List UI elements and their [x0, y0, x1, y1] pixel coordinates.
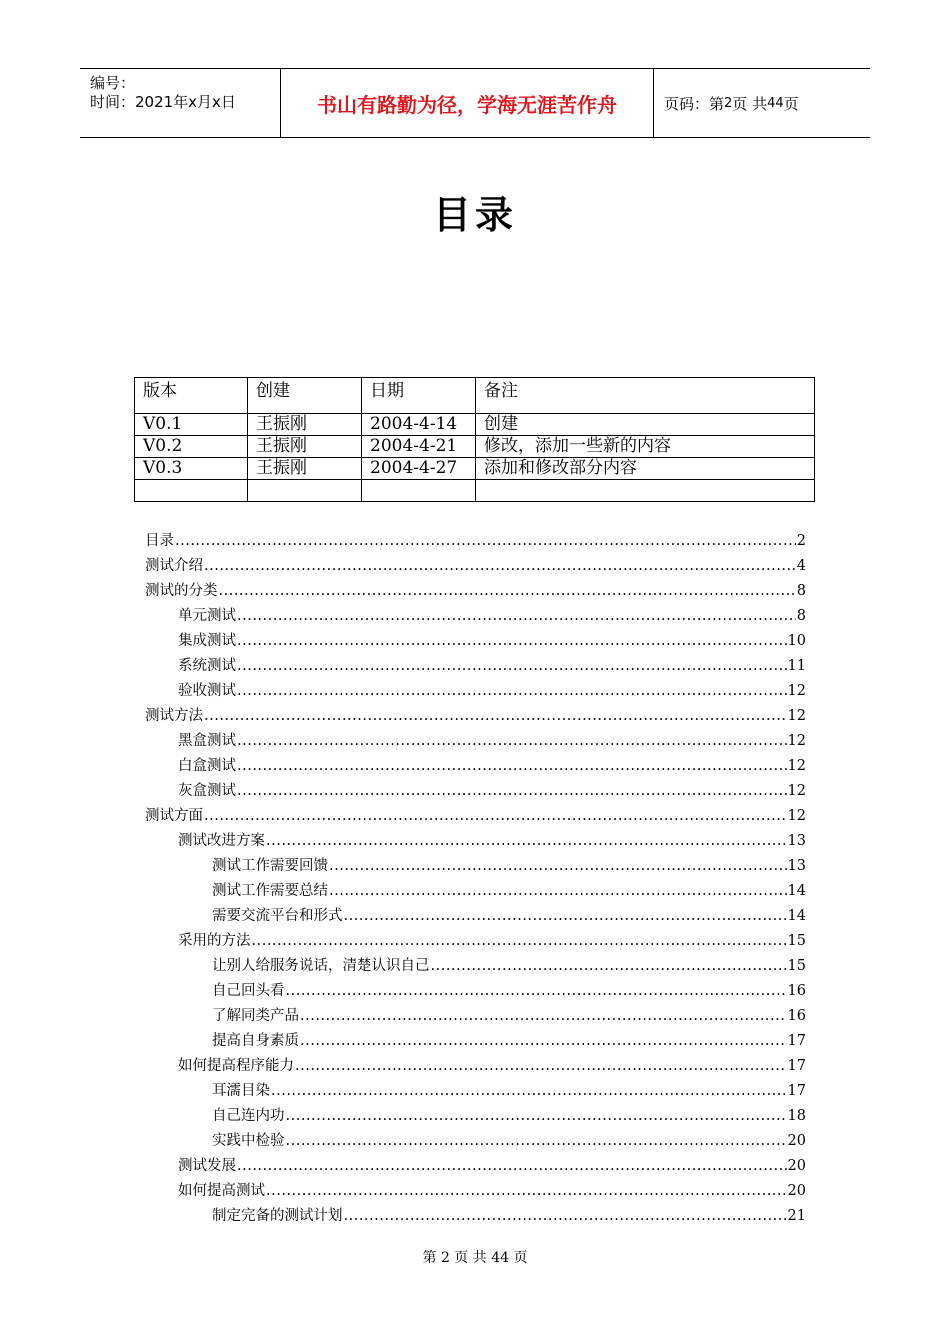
cell-creator: 王振刚 [248, 458, 362, 480]
toc-entry-page: 13 [787, 858, 806, 874]
toc-entry-title: 如何提高程序能力 [178, 1058, 294, 1074]
toc-entry-page: 20 [787, 1158, 806, 1174]
header-cell-creator: 创建 [248, 378, 362, 414]
page-mid: 页 共 [732, 94, 768, 113]
toc-dot-leader [204, 704, 787, 729]
toc-entry-page: 17 [787, 1058, 806, 1074]
toc-entry-title: 目录 [145, 533, 174, 549]
toc-dot-leader [252, 929, 787, 954]
table-row [135, 458, 815, 480]
toc-entry-title: 系统测试 [178, 658, 236, 674]
toc-entry-page: 17 [787, 1033, 806, 1049]
toc-entry-title: 实践中检验 [212, 1133, 285, 1149]
toc-entry-title: 让别人给服务说话，清楚认识自己 [212, 958, 430, 974]
toc-entry[interactable] [145, 779, 806, 804]
toc-entry[interactable] [145, 1154, 806, 1179]
toc-entry-page: 12 [787, 683, 806, 699]
toc-entry-page: 12 [787, 758, 806, 774]
toc-entry-title: 验收测试 [178, 683, 236, 699]
page-title: 目录 [432, 193, 517, 237]
toc-entry-title: 灰盒测试 [178, 783, 236, 799]
toc-entry-title: 测试方法 [145, 708, 203, 724]
toc-entry-page: 16 [787, 983, 806, 999]
toc-entry-title: 测试发展 [178, 1158, 236, 1174]
toc-entry-page: 15 [787, 958, 806, 974]
toc-dot-leader [237, 654, 787, 679]
toc-entry-page: 20 [787, 1183, 806, 1199]
toc-entry[interactable] [145, 554, 806, 579]
toc-entry-title: 测试方面 [145, 808, 203, 824]
toc-entry-title: 需要交流平台和形式 [212, 908, 343, 924]
toc-dot-leader [204, 554, 796, 579]
header-page-info [654, 69, 870, 137]
cell-creator [248, 480, 362, 502]
page-number: 2 [724, 95, 733, 111]
toc-entry[interactable] [145, 954, 806, 979]
cell-notes [476, 480, 815, 502]
toc-dot-leader [219, 579, 796, 604]
toc-entry[interactable] [145, 1204, 806, 1229]
toc-entry-title: 单元测试 [178, 608, 236, 624]
toc-entry-title: 测试介绍 [145, 558, 203, 574]
toc-entry-title: 提高自身素质 [212, 1033, 299, 1049]
cell-date: 2004-4-21 [362, 436, 476, 458]
toc-entry[interactable] [145, 1129, 806, 1154]
toc-dot-leader [431, 954, 787, 979]
toc-dot-leader [237, 1154, 787, 1179]
revision-table [134, 377, 815, 502]
toc-entry[interactable] [145, 1079, 806, 1104]
cell-date: 2004-4-27 [362, 458, 476, 480]
toc-entry[interactable] [145, 729, 806, 754]
toc-entry[interactable] [145, 929, 806, 954]
toc-dot-leader [237, 779, 787, 804]
toc-entry-title: 自己回头看 [212, 983, 285, 999]
toc-entry-page: 14 [787, 908, 806, 924]
toc-entry-title: 测试的分类 [145, 583, 218, 599]
page-footer: 第 2 页 共 44 页 [422, 1250, 528, 1266]
cell-creator: 王振刚 [248, 436, 362, 458]
toc-entry-page: 12 [787, 783, 806, 799]
toc-entry-page: 12 [787, 733, 806, 749]
page-header [80, 68, 870, 138]
cell-version [135, 480, 248, 502]
toc-entry[interactable] [145, 704, 806, 729]
toc-entry[interactable] [145, 529, 806, 554]
toc-dot-leader [300, 1004, 787, 1029]
toc-dot-leader [266, 829, 787, 854]
toc-entry-page: 4 [796, 558, 806, 574]
toc-dot-leader [237, 754, 787, 779]
cell-notes: 创建 [476, 414, 815, 436]
toc-entry[interactable] [145, 604, 806, 629]
toc-entry-title: 测试工作需要回馈 [212, 858, 328, 874]
table-row [135, 414, 815, 436]
toc-dot-leader [286, 979, 787, 1004]
cell-date: 2004-4-14 [362, 414, 476, 436]
toc-entry[interactable] [145, 879, 806, 904]
toc-entry-title: 如何提高测试 [178, 1183, 265, 1199]
toc-entry-page: 8 [796, 608, 806, 624]
page-prefix: 页码：第 [664, 94, 725, 113]
cell-version: V0.1 [135, 414, 248, 436]
header-motto: 书山有路勤为径，学海无涯苦作舟 [281, 69, 654, 137]
toc-dot-leader [175, 529, 796, 554]
toc-entry-title: 集成测试 [178, 633, 236, 649]
toc-dot-leader [344, 904, 787, 929]
toc-entry-page: 18 [787, 1108, 806, 1124]
toc-entry-title: 黑盒测试 [178, 733, 236, 749]
toc-dot-leader [329, 879, 787, 904]
toc-dot-leader [237, 679, 787, 704]
toc-dot-leader [237, 629, 787, 654]
toc-entry-page: 14 [787, 883, 806, 899]
toc-entry[interactable] [145, 1029, 806, 1054]
toc-entry-page: 2 [796, 533, 806, 549]
cell-notes: 修改，添加一些新的内容 [476, 436, 815, 458]
toc-entry-page: 16 [787, 1008, 806, 1024]
toc-entry-page: 17 [787, 1083, 806, 1099]
cell-version: V0.2 [135, 436, 248, 458]
toc-entry[interactable] [145, 579, 806, 604]
toc-entry[interactable] [145, 804, 806, 829]
toc-entry-title: 采用的方法 [178, 933, 251, 949]
toc-dot-leader [237, 604, 796, 629]
toc-dot-leader [286, 1104, 787, 1129]
page-suffix: 页 [783, 94, 799, 113]
cell-creator: 王振刚 [248, 414, 362, 436]
cell-version: V0.3 [135, 458, 248, 480]
toc-entry[interactable] [145, 904, 806, 929]
toc-entry-title: 自己连内功 [212, 1108, 285, 1124]
toc-entry-title: 制定完备的测试计划 [212, 1208, 343, 1224]
toc-entry[interactable] [145, 829, 806, 854]
toc-dot-leader [204, 804, 787, 829]
toc-entry[interactable] [145, 1054, 806, 1079]
toc-entry-page: 12 [787, 808, 806, 824]
toc-entry-page: 12 [787, 708, 806, 724]
toc-entry[interactable] [145, 979, 806, 1004]
toc-dot-leader [286, 1129, 787, 1154]
header-cell-version: 版本 [135, 378, 248, 414]
table-row [135, 436, 815, 458]
toc-dot-leader [237, 729, 787, 754]
toc-entry-page: 21 [787, 1208, 806, 1224]
toc-dot-leader [266, 1179, 787, 1204]
toc-entry[interactable] [145, 629, 806, 654]
toc-entry[interactable] [145, 654, 806, 679]
toc-entry-page: 20 [787, 1133, 806, 1149]
toc-entry-title: 测试改进方案 [178, 833, 265, 849]
table-row [135, 480, 815, 502]
toc-entry-page: 10 [787, 633, 806, 649]
toc-entry-page: 8 [796, 583, 806, 599]
doc-date-label: 时间：2021年x月x日 [90, 93, 236, 111]
toc-entry[interactable] [145, 754, 806, 779]
toc-entry-title: 耳濡目染 [212, 1083, 270, 1099]
toc-entry[interactable] [145, 1004, 806, 1029]
toc-dot-leader [271, 1079, 787, 1104]
toc-entry-page: 13 [787, 833, 806, 849]
revision-table-header [135, 378, 815, 414]
toc-entry[interactable] [145, 679, 806, 704]
toc-entry-title: 了解同类产品 [212, 1008, 299, 1024]
header-cell-notes: 备注 [476, 378, 815, 414]
toc-entry[interactable] [145, 1179, 806, 1204]
toc-entry[interactable] [145, 854, 806, 879]
toc-entry-page: 11 [787, 658, 806, 674]
header-meta [80, 69, 281, 137]
cell-notes: 添加和修改部分内容 [476, 458, 815, 480]
toc-entry-title: 测试工作需要总结 [212, 883, 328, 899]
toc-entry[interactable] [145, 1104, 806, 1129]
cell-date [362, 480, 476, 502]
header-cell-date: 日期 [362, 378, 476, 414]
page-total: 44 [767, 95, 784, 111]
toc-dot-leader [344, 1204, 787, 1229]
toc-dot-leader [295, 1054, 787, 1079]
toc-entry-title: 白盒测试 [178, 758, 236, 774]
toc-dot-leader [329, 854, 787, 879]
table-of-contents [145, 529, 806, 1229]
doc-number-label: 编号： [90, 74, 136, 92]
toc-entry-page: 15 [787, 933, 806, 949]
toc-dot-leader [300, 1029, 787, 1054]
